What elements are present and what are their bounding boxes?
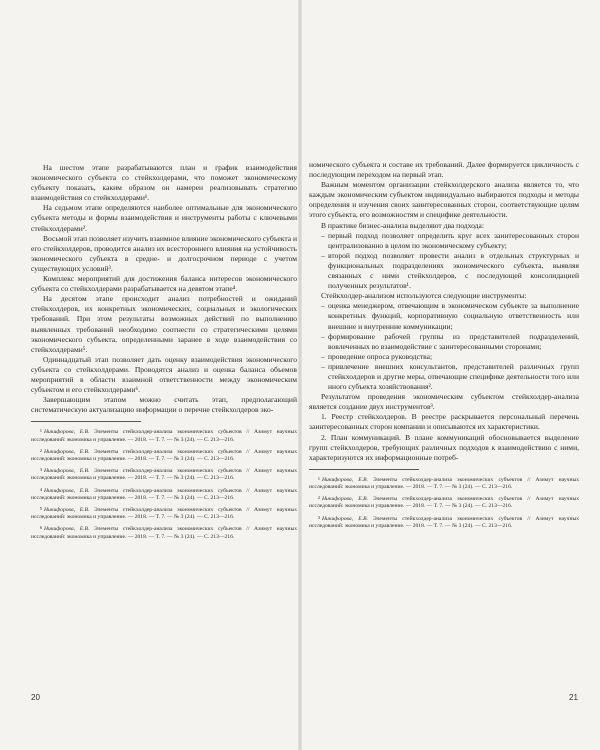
- book-gutter: [298, 0, 302, 750]
- paragraph-key-moment: Важным моментом организации стейкхолдерского анализа является то, что каждым экономическим субъектом индивидуально выбираются подходы и методы определения и изучения своих заинтересованных сторон, соответствующие целям этого субъекта, его возможностям и специфике деятельности.: [309, 180, 579, 220]
- paragraph-final-stage: Завершающим этапом можно считать этап, предполагающий систематическую актуализацию информации о перечне стейкхолдеров эко-: [31, 395, 297, 415]
- paragraph-stage-9: Комплекс мероприятий для достижения баланса интересов экономического субъекта со стейкхолдерами разрабатывается на девятом этапе⁴.: [31, 274, 297, 294]
- footnote: 2 Никифорова, Е.В. Элементы стейкхолдер-анализа экономических субъектов // Азимут научных исследований: экономика и управление. — 2018. — Т. 7. — № 3 (24). — С. 213—216.: [309, 495, 579, 510]
- paragraph-stage-6: На шестом этапе разрабатываются план и график взаимодействия экономического субъекта со стейкхолдерами, что поможет экономическому субъекту показать, каким образом он намерен реализовывать стратегию взаимодействия со стейкхолдерами¹.: [31, 163, 297, 203]
- footnote: 3 Никифорова, Е.В. Элементы стейкхолдер-анализа экономических субъектов // Азимут научных исследований: экономика и управление. — 2018. — Т. 7. — № 3 (24). — С. 213—216.: [309, 514, 579, 529]
- footnote: 4 Никифорова, Е.В. Элементы стейкхолдер-анализа экономических субъектов // Азимут научных исследований: экономика и управление. — 2018. — Т. 7. — № 3 (24). — С. 213—216.: [31, 486, 297, 501]
- page-number-right: 21: [569, 693, 578, 702]
- footnote: 3 Никифорова, Е.В. Элементы стейкхолдер-анализа экономических субъектов // Азимут научных исследований: экономика и управление. — 2018. — Т. 7. — № 3 (24). — С. 213—216.: [31, 467, 297, 482]
- paragraph-stage-11: Одиннадцатый этап позволяет дать оценку взаимодействия экономического субъекта со стейкхолдерами. Проводятся анализ и оценка баланса объемов мероприятий в области взаимной ответственности между экономическим субъектом и его стейкхолдерами⁶.: [31, 354, 297, 395]
- page-number-left: 20: [31, 693, 40, 702]
- paragraph-result: Результатом проведения экономическим субъектом стейкхолдер-анализа является создание двух инструментов³.: [309, 392, 579, 412]
- list-item: – проведение опроса руководства;: [321, 351, 433, 361]
- paragraph-stage-10: На десятом этапе происходит анализ потребностей и ожиданий стейкхолдеров, их конкретных экономических, социальных и экологических требований. При этом результаты возможных действий по выполнению выявленных требований необходимо соотнести со стратегическими целями экономического субъекта, определенными заранее в ходе взаимодействия со стейкхолдерами⁵.: [31, 294, 297, 354]
- paragraph-tools-intro: Стейкхолдер-анализом используются следующие инструменты:: [321, 291, 527, 301]
- left-page: [31, 163, 297, 544]
- paragraph-stage-8: Восьмой этап позволяет изучить взаимное влияние экономического субъекта и его стейкхолдеров, проводится анализ их всестороннего влияния на устойчивость экономического субъекта в средне- и долгосрочном периоде с учетом существующих условий³.: [31, 233, 297, 273]
- right-page: [309, 160, 579, 533]
- tools-list: [309, 301, 579, 392]
- footnote: 5 Никифорова, Е.В. Элементы стейкхолдер-анализа экономических субъектов // Азимут научных исследований: экономика и управление. — 2018. — Т. 7. — № 3 (24). — С. 213—216.: [31, 505, 297, 521]
- paragraph-approaches-intro: В практике бизнес-анализа выделяют два подхода:: [321, 220, 484, 230]
- list-item: – второй подход позволяет провести анализ в отдельных структурных и функциональных подразделениях экономического субъекта, выявляя связанных с ними стейкхолдеров, с последующей консолидацией полученных результатов¹.: [321, 250, 579, 291]
- footnote-separator: [31, 421, 141, 422]
- footnote: 1 Никифорова, Е.В. Элементы стейкхолдер-анализа экономических субъектов // Азимут научных исследований: экономика и управление. — 2018. — Т. 7. — № 3 (24). — С. 213—216.: [31, 428, 297, 443]
- paragraph-communication-plan: 2. План коммуникаций. В плане коммуникаций обосновывается выделение групп стейкхолдеров, требующих различных подходов к взаимодействию с ними, характеризуются их информационные потреб-: [309, 432, 579, 462]
- footnote: 2 Никифорова, Е.В. Элементы стейкхолдер-анализа экономических субъектов // Азимут научных исследований: экономика и управление. — 2018. — Т. 7. — № 3 (24). — С. 213—216.: [31, 447, 297, 462]
- footnote-separator: [309, 469, 419, 470]
- approaches-list: [309, 231, 579, 292]
- footnote: 6 Никифорова, Е.В. Элементы стейкхолдер-анализа экономических субъектов // Азимут научных исследований: экономика и управление. — 2018. — Т. 7. — № 3 (24). — С. 213—216.: [31, 525, 297, 540]
- paragraph-stage-7: На седьмом этапе определяются наиболее оптимальные для экономического субъекта методы и формы взаимодействия и инструменты работы с ключевыми стейкхолдерами².: [31, 203, 297, 233]
- list-item: – формирование рабочей группы из представителей подразделений, вовлеченных во взаимодействие с заинтересованными сторонами;: [321, 331, 579, 351]
- footnote: 1 Никифорова, Е.В. Элементы стейкхолдер-анализа экономических субъектов // Азимут научных исследований: экономика и управление. — 2018. — Т. 7. — № 3 (24). — С. 213—216.: [309, 475, 579, 491]
- list-item: – первый подход позволяет определить круг всех заинтересованных сторон централизованно в целом по экономическому субъекту;: [321, 230, 579, 250]
- paragraph-registry: 1. Реестр стейкхолдеров. В реестре раскрывается персональный перечень заинтересованных сторон компании и описываются их характеристики.: [309, 412, 579, 432]
- paragraph-continuation: номического субъекта и составе их требований. Далее формируется цикличность с последующим переходом на первый этап.: [309, 160, 579, 180]
- list-item: – оценка менеджером, отвечающим в экономическом субъекте за выполнение конкретных функций, корпоративную социальную ответственность или внешние и внутренние коммуникации;: [321, 301, 579, 331]
- list-item: – привлечение внешних консультантов, представителей различных групп стейкхолдеров и другие меры, отвечающие специфике деятельности того или иного субъекта хозяйствования².: [321, 361, 579, 392]
